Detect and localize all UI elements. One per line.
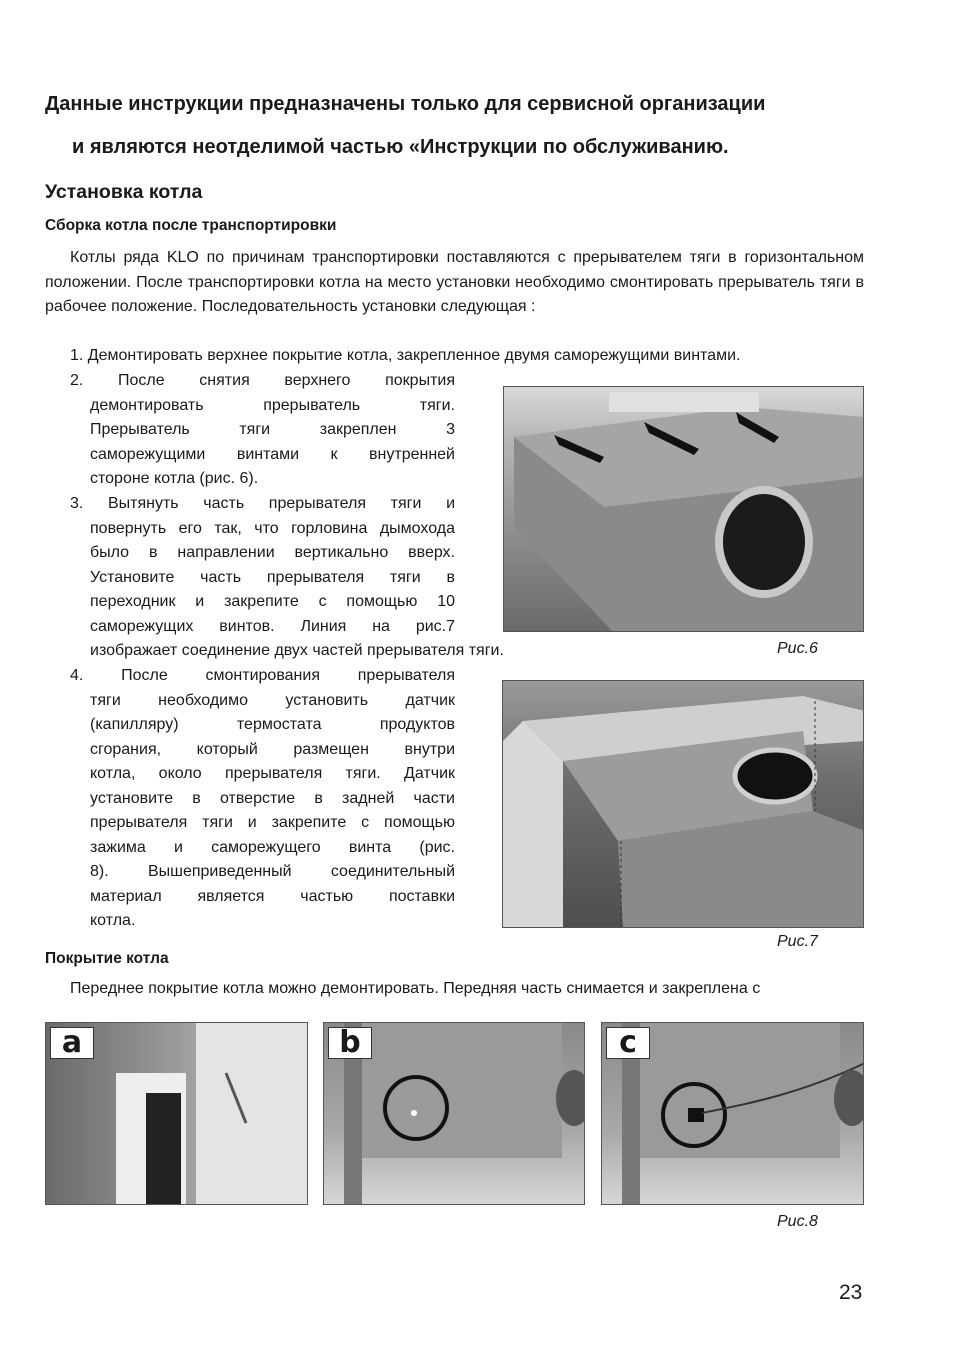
text-line: прерывателя тяги и закрепите с помощью: [90, 814, 455, 831]
step-2: [70, 369, 455, 492]
subsection-title: Сборка котла после транспортировки: [45, 217, 337, 234]
notice-line-1: Данные инструкции предназначены только для сервисной организации: [45, 93, 766, 115]
text-line: 8). Вышеприведенный соединительный: [90, 863, 455, 880]
text-line: саморежущими винтами к внутренней: [90, 445, 455, 463]
text-line: котла.: [90, 912, 136, 929]
cover-paragraph: Переднее покрытие котла можно демонтировать. Передняя часть снимается и закреплена с: [70, 980, 761, 997]
figure-8a-photo: [45, 1022, 308, 1205]
text-line: котла, около прерывателя тяги. Датчик: [90, 765, 455, 782]
figure-8b-photo: [323, 1022, 585, 1205]
text-line: сгорания, который размещен внутри: [90, 740, 455, 758]
text-line: 3. Вытянуть часть прерывателя тяги и: [70, 495, 455, 512]
figure-8-caption: Рис.8: [777, 1213, 818, 1230]
text-line: Установите часть прерывателя тяги в: [90, 568, 455, 586]
text-line: повернуть его так, что горловина дымохода: [90, 519, 455, 537]
draft-diverter-photo: [504, 387, 864, 632]
figure-6-caption: Рис.6: [777, 640, 818, 657]
text-line: зажима и саморежущего винта (рис.: [90, 838, 455, 856]
page-number: 23: [839, 1281, 863, 1304]
text-line: переходник и закрепите с помощью 10: [90, 593, 455, 610]
figure-label-c: c: [606, 1027, 650, 1059]
text-line: установите в отверстие в задней части: [90, 789, 455, 807]
figure-8c-photo: [601, 1022, 864, 1205]
step-1: 1. Демонтировать верхнее покрытие котла, закрепленное двумя саморежущими винтами.: [70, 347, 741, 364]
text-line: 2. После снятия верхнего покрытия: [70, 372, 455, 389]
text-line: стороне котла (рис. 6).: [90, 470, 259, 487]
intro-paragraph: Котлы ряда KLO по причинам транспортировки поставляются с прерывателем тяги в горизонтальном положении. После транспортировки котла на место установки необходимо смонтировать прерыватель тяги в рабочее положение. Последовательность установки следующая :: [45, 249, 864, 315]
text-line: 4. После смонтирования прерывателя: [70, 667, 455, 684]
text-line: саморежущих винтов. Линия на рис.7: [90, 617, 455, 635]
figure-6-photo: [503, 386, 864, 632]
text-line: материал является частью поставки: [90, 887, 455, 905]
figure-label-b: b: [328, 1027, 372, 1059]
step-3: [70, 492, 504, 664]
figure-label-a: a: [50, 1027, 94, 1059]
subsection-title-cover: Покрытие котла: [45, 950, 169, 967]
text-line: демонтировать прерыватель тяги.: [90, 396, 455, 414]
figure-7-caption: Рис.7: [777, 933, 818, 950]
text-line: тяги необходимо установить датчик: [90, 691, 455, 709]
section-title: Установка котла: [45, 181, 203, 203]
draft-diverter-assembled-photo: [503, 681, 864, 928]
text-line: (капилляру) термостата продуктов: [90, 716, 455, 733]
figure-7-photo: [502, 680, 864, 928]
text-line: Прерыватель тяги закреплен 3: [90, 421, 455, 438]
text-line: было в направлении вертикально вверх.: [90, 544, 455, 561]
text-line: изображает соединение двух частей прерывателя тяги.: [90, 642, 504, 659]
step-4: [70, 664, 455, 934]
notice-line-2: и являются неотделимой частью «Инструкции по обслуживанию.: [72, 136, 729, 158]
